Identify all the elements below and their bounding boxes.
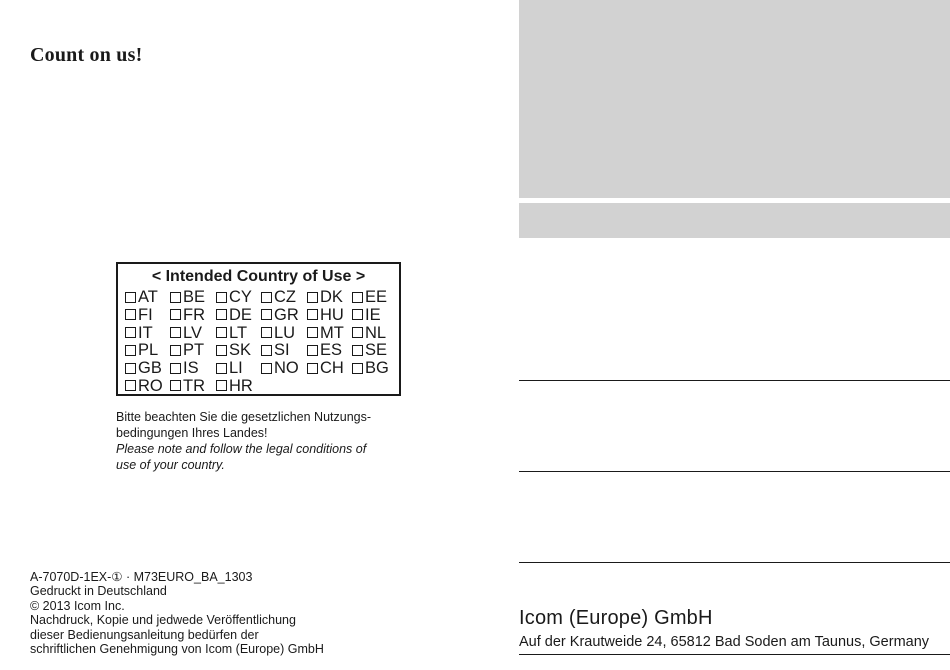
checkbox-icon[interactable] [352,309,363,320]
country-option[interactable] [170,341,204,359]
printed-in: Gedruckt in Deutschland [30,584,167,599]
imprint-footer [30,570,370,656]
country-code: NO [274,359,299,378]
country-option[interactable] [261,306,299,324]
copyright: © 2013 Icom Inc. [30,598,125,613]
checkbox-icon[interactable] [261,292,272,303]
country-option[interactable] [125,341,158,359]
country-option[interactable] [307,324,344,342]
legal-notice [116,409,406,473]
checkbox-icon[interactable] [352,292,363,303]
country-option[interactable] [352,324,386,342]
checkbox-icon[interactable] [352,363,363,374]
country-option[interactable] [307,359,344,377]
checkbox-icon[interactable] [125,292,136,303]
checkbox-icon[interactable] [170,327,181,338]
country-code: MT [320,323,344,342]
country-option[interactable] [261,341,290,359]
country-option[interactable] [352,306,381,324]
notice-en-line-1: Please note and follow the legal conditions of [116,442,367,456]
country-code: SI [274,341,290,360]
slogan: Count on us! [30,44,143,66]
country-code: CZ [274,288,296,306]
checkbox-icon[interactable] [170,292,181,303]
divider-line-3 [519,562,950,563]
notice-en-line-2: use of your country. [116,458,225,472]
checkbox-icon[interactable] [307,327,318,338]
country-option[interactable] [170,377,205,395]
checkbox-icon[interactable] [261,363,272,374]
country-code: DK [320,288,343,306]
country-code: GR [274,305,299,324]
checkbox-icon[interactable] [307,292,318,303]
country-code: LV [183,323,202,342]
country-code: HR [229,376,253,395]
country-code: PL [138,341,159,360]
country-option[interactable] [125,306,153,324]
checkbox-icon[interactable] [216,292,227,303]
checkbox-icon[interactable] [307,363,318,374]
checkbox-icon[interactable] [261,309,272,320]
country-code: DE [229,305,252,324]
country-option[interactable] [216,377,253,395]
checkbox-icon[interactable] [216,327,227,338]
country-code: FR [183,305,205,324]
divider-line-1 [519,380,950,381]
country-code: PT [183,341,205,360]
country-option[interactable] [352,341,387,359]
country-option[interactable] [216,341,251,359]
checkbox-icon[interactable] [125,380,136,391]
country-option[interactable] [307,306,344,324]
checkbox-icon[interactable] [352,327,363,338]
divider-line-2 [519,471,950,472]
country-code: IS [183,359,199,378]
checkbox-icon[interactable] [307,345,318,356]
country-option[interactable] [352,288,387,306]
reprint-notice-3: schriftlichen Genehmigung von Icom (Europe) GmbH [30,642,324,657]
gray-band [519,203,950,238]
country-code: CH [320,359,344,378]
intended-country-box [116,262,401,396]
country-option[interactable] [261,288,296,306]
company-address: Auf der Krautweide 24, 65812 Bad Soden am Taunus, Germany [519,634,950,655]
country-code: GB [138,359,162,378]
country-code: LT [229,323,248,342]
notice-de-line-1: Bitte beachten Sie die gesetzlichen Nutzungs- [116,410,372,424]
document-code: A-7070D-1EX-① · M73EURO_BA_1303 [30,570,253,584]
checkbox-icon[interactable] [216,380,227,391]
country-code: IT [138,323,153,342]
checkbox-icon[interactable] [261,345,272,356]
country-code: NL [365,323,387,342]
company-name: Icom (Europe) GmbH [519,607,713,629]
country-code: AT [138,288,158,306]
checkbox-icon[interactable] [125,345,136,356]
checkbox-icon[interactable] [170,380,181,391]
checkbox-icon[interactable] [307,309,318,320]
country-option[interactable] [125,359,162,377]
country-option[interactable] [261,359,299,377]
checkbox-icon[interactable] [125,363,136,374]
checkbox-icon[interactable] [125,327,136,338]
country-option[interactable] [307,288,343,306]
country-code: SK [229,341,252,360]
checkbox-icon[interactable] [170,363,181,374]
notice-de-line-2: bedingungen Ihres Landes! [116,426,268,440]
country-box-title: < Intended Country of Use > [151,268,366,285]
country-option[interactable] [352,359,389,377]
country-code: HU [320,305,344,324]
country-code: EE [365,288,388,306]
country-option[interactable] [216,288,252,306]
checkbox-icon[interactable] [261,327,272,338]
checkbox-icon[interactable] [216,363,227,374]
country-code: BE [183,288,206,306]
reprint-notice-1: Nachdruck, Kopie und jedwede Veröffentlichung [30,613,296,628]
country-option[interactable] [216,359,243,377]
country-code: IE [365,305,381,324]
country-code: LI [229,359,243,378]
country-option[interactable] [216,306,252,324]
country-code: LU [274,323,296,342]
gray-image-placeholder [519,0,950,198]
country-option[interactable] [261,324,295,342]
country-option[interactable] [307,341,342,359]
country-option[interactable] [125,288,158,306]
checkbox-icon[interactable] [125,309,136,320]
country-code: CY [229,288,252,306]
country-code: TR [183,376,205,395]
country-option[interactable] [170,324,202,342]
checkbox-icon[interactable] [216,309,227,320]
country-option[interactable] [170,306,205,324]
reprint-notice-2: dieser Bedienungsanleitung bedürfen der [30,627,259,642]
country-option[interactable] [125,324,153,342]
country-code: BG [365,359,389,378]
country-option[interactable] [170,288,205,306]
country-code: FI [138,305,153,324]
country-code: RO [138,376,163,395]
checkbox-icon[interactable] [352,345,363,356]
checkbox-icon[interactable] [170,309,181,320]
country-option[interactable] [216,324,247,342]
country-option[interactable] [170,359,199,377]
country-option[interactable] [125,377,163,395]
country-code: ES [320,341,343,360]
checkbox-icon[interactable] [170,345,181,356]
country-code: SE [365,341,388,360]
checkbox-icon[interactable] [216,345,227,356]
